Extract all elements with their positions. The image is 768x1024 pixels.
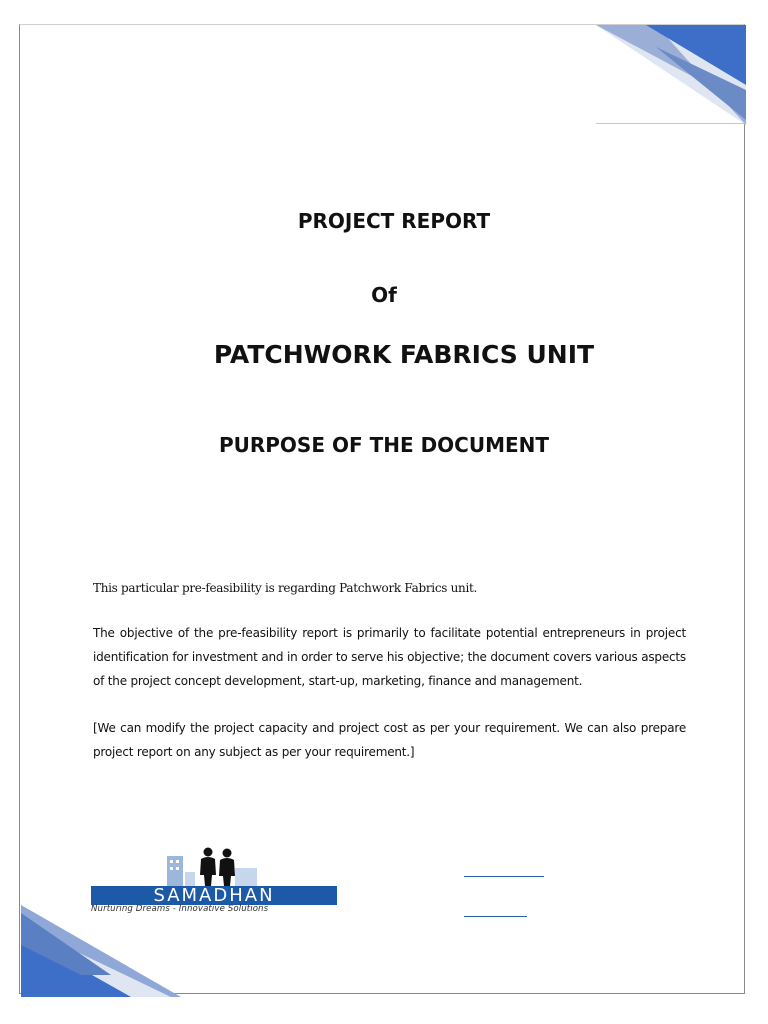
hyperlink-underline-1[interactable] <box>464 876 544 877</box>
document-title: PATCHWORK FABRICS UNIT <box>213 340 595 369</box>
paragraph-modify-note: [We can modify the project capacity and project cost as per your requirement. We can also prepare project report on any subject as per your requirement.] <box>93 721 686 759</box>
hyperlink-underline-2[interactable] <box>464 916 527 917</box>
logo-tagline: Nurturing Dreams - Innovative Solutions <box>91 904 269 914</box>
header-rule <box>596 123 744 124</box>
business-people-icon <box>163 846 263 886</box>
corner-decoration-top-right <box>596 25 746 125</box>
heading-purpose: PURPOSE OF THE DOCUMENT <box>218 433 550 457</box>
heading-of: Of <box>371 283 397 307</box>
heading-project-report: PROJECT REPORT <box>297 209 491 233</box>
paragraph-intro: This particular pre-feasibility is regarding Patchwork Fabrics unit. <box>93 581 478 595</box>
samadhan-logo <box>91 846 337 914</box>
paragraph-objective: The objective of the pre-feasibility report is primarily to facilitate potential entrepreneurs in project identification for investment and in order to serve his objective; the document covers various aspects of the project concept development, start-up, marketing, finance and management. <box>93 626 686 688</box>
logo-wordmark: SAMADHAN <box>91 886 337 905</box>
corner-decoration-bottom-left <box>21 905 181 997</box>
